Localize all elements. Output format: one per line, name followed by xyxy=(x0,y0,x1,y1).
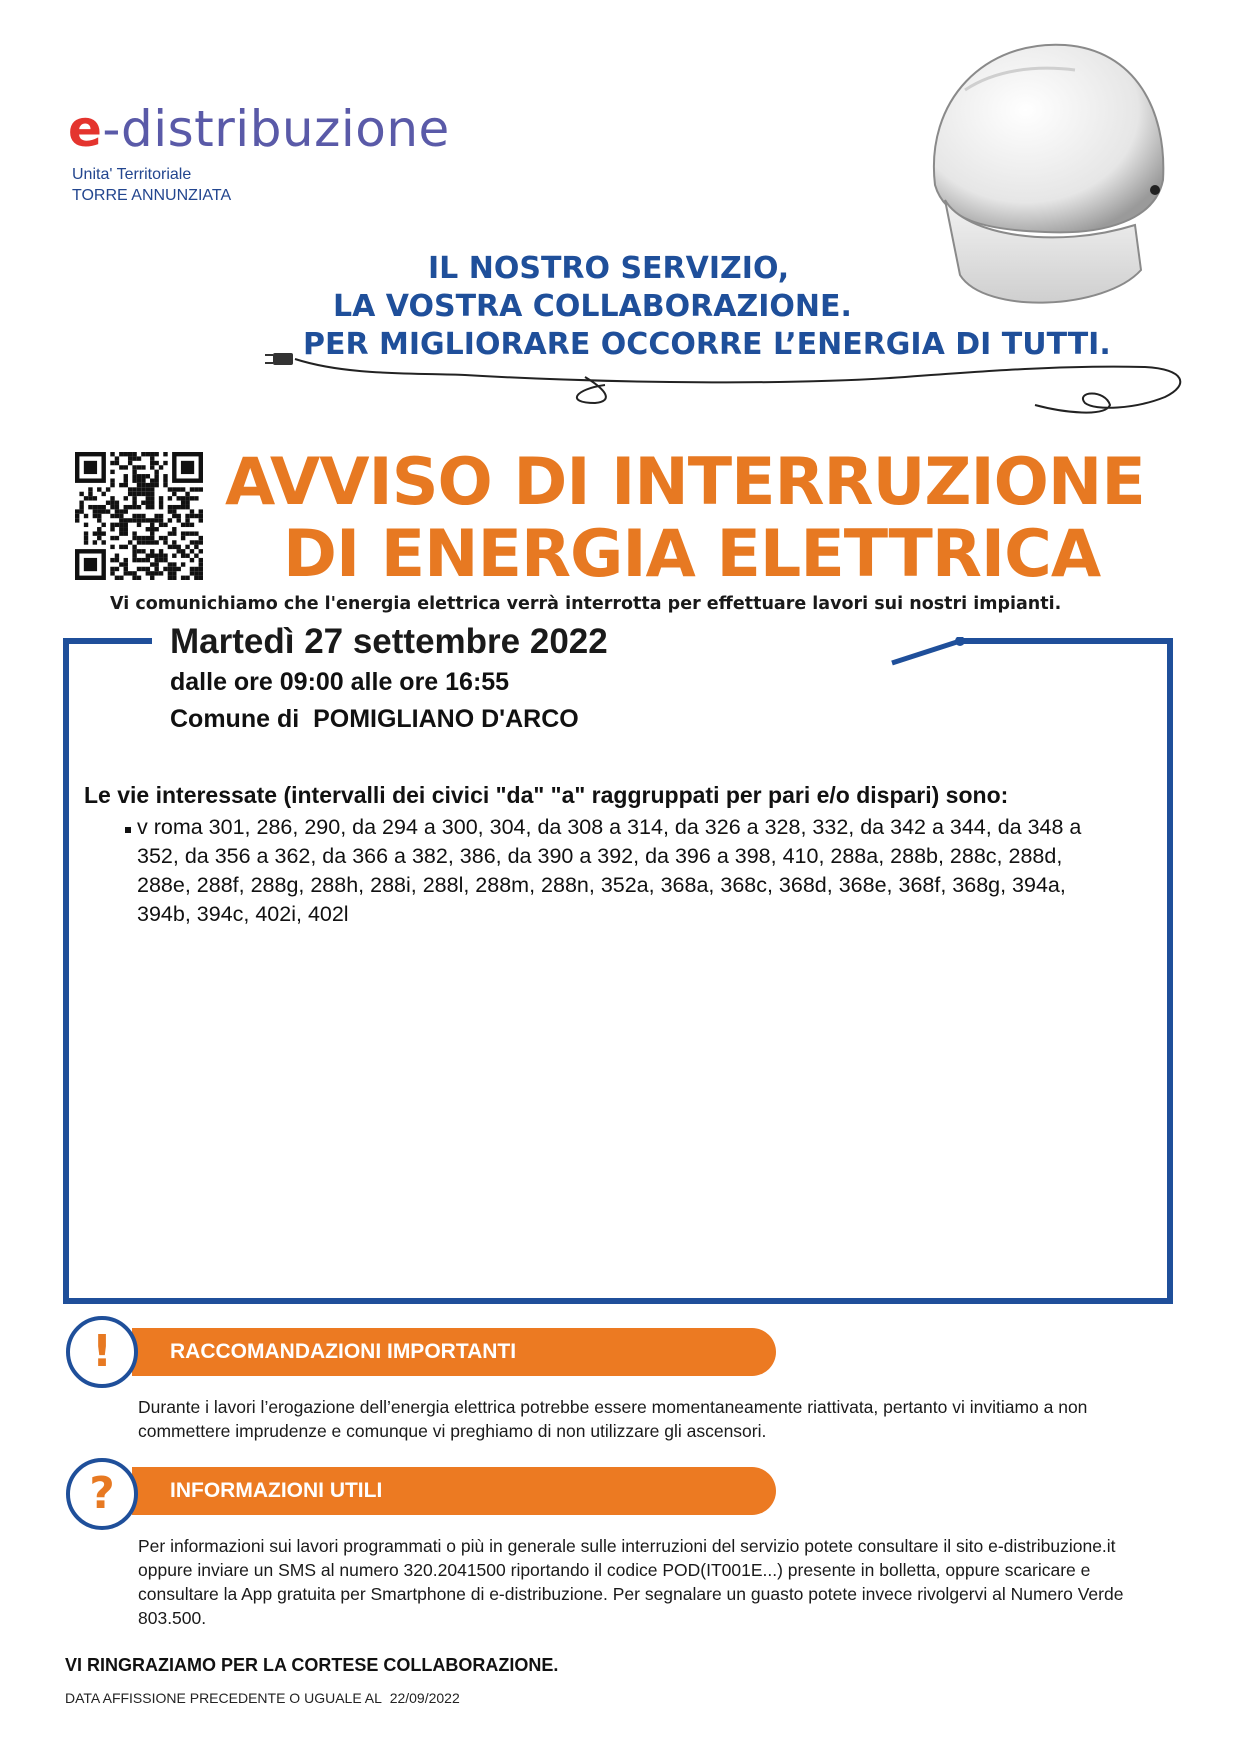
page-title-line-2: DI ENERGIA ELETTRICA xyxy=(283,517,1101,592)
plug-cable-icon xyxy=(265,345,1195,425)
slogan-line-2: LA VOSTRA COLLABORAZIONE. xyxy=(333,289,852,324)
recommendations-text: Durante i lavori l’erogazione dell’energia elettrica potrebbe essere momentaneamente riattivata, pertanto vi invitiamo a non commettere imprudenze e comunque vi preghiamo di non utilizzare gli ascensori. xyxy=(138,1397,1088,1441)
comune-label: Comune di xyxy=(170,705,300,733)
page-title-line-1: AVVISO DI INTERRUZIONE xyxy=(225,445,1145,520)
qr-code[interactable] xyxy=(75,452,203,580)
info-header: INFORMAZIONI UTILI xyxy=(132,1467,776,1515)
streets-list: v roma 301, 286, 290, da 294 a 300, 304, da 308 a 314, da 326 a 328, 332, da 342 a 344, da 348 a 352, da 356 a 362, da 366 a 382, 386, da 390 a 392, da 396 a 398, 410, 288a, 288b, 288c, 288d, 288e, 288f, 288g, 288h, 288i, 288l, 288m, 288n, 352a, 368a, 368c, 368d, 368e, 368f, 368g, 394a, 394b, 394c, 402i, 402l xyxy=(137,815,1082,926)
interruption-hours: dalle ore 09:00 alle ore 16:55 xyxy=(170,668,510,696)
safety-helmet-icon xyxy=(905,20,1175,320)
intro-text: Vi comunichiamo che l'energia elettrica verrà interrotta per effettuare lavori sui nostri impianti. xyxy=(110,594,1062,614)
logo-e: e xyxy=(68,100,103,158)
unit-label: Unita' Territoriale xyxy=(72,166,192,183)
comune-name: POMIGLIANO D'ARCO xyxy=(313,705,579,733)
affix-date-line xyxy=(65,1690,460,1706)
notice-frame xyxy=(62,637,1174,1305)
slogan-line-1: IL NOSTRO SERVIZIO, xyxy=(428,251,790,286)
brand-logo xyxy=(68,100,450,158)
recommendations-header: RACCOMANDAZIONI IMPORTANTI xyxy=(132,1328,776,1376)
affix-date: 22/09/2022 xyxy=(389,1690,460,1706)
exclamation-icon: ! xyxy=(66,1316,138,1388)
affix-label: DATA AFFISSIONE PRECEDENTE O UGUALE AL xyxy=(65,1690,382,1706)
unit-name: TORRE ANNUNZIATA xyxy=(72,187,232,204)
municipality xyxy=(170,705,579,734)
slogan-line-3: PER MIGLIORARE OCCORRE L’ENERGIA DI TUTTI. xyxy=(303,327,1111,362)
list-bullet xyxy=(125,827,131,833)
question-mark-icon: ? xyxy=(66,1458,138,1530)
thanks-text: VI RINGRAZIAMO PER LA CORTESE COLLABORAZIONE. xyxy=(65,1655,559,1675)
logo-text: -distribuzione xyxy=(102,100,450,158)
interruption-date: Martedì 27 settembre 2022 xyxy=(170,622,608,661)
streets-heading: Le vie interessate (intervalli dei civici "da" "a" raggruppati per pari e/o dispari) sono: xyxy=(84,782,1009,808)
info-text: Per informazioni sui lavori programmati o più in generale sulle interruzioni del servizio potete consultare il sito e-distribuzione.it oppure inviare un SMS al numero 320.2041500 riportando il codice POD(IT001E...) presente in bolletta, oppure scaricare e consultare la App gratuita per Smartphone di e-distribuzione. Per segnalare un guasto potete invece rivolgervi al Numero Verde 803.500. xyxy=(138,1536,1124,1628)
